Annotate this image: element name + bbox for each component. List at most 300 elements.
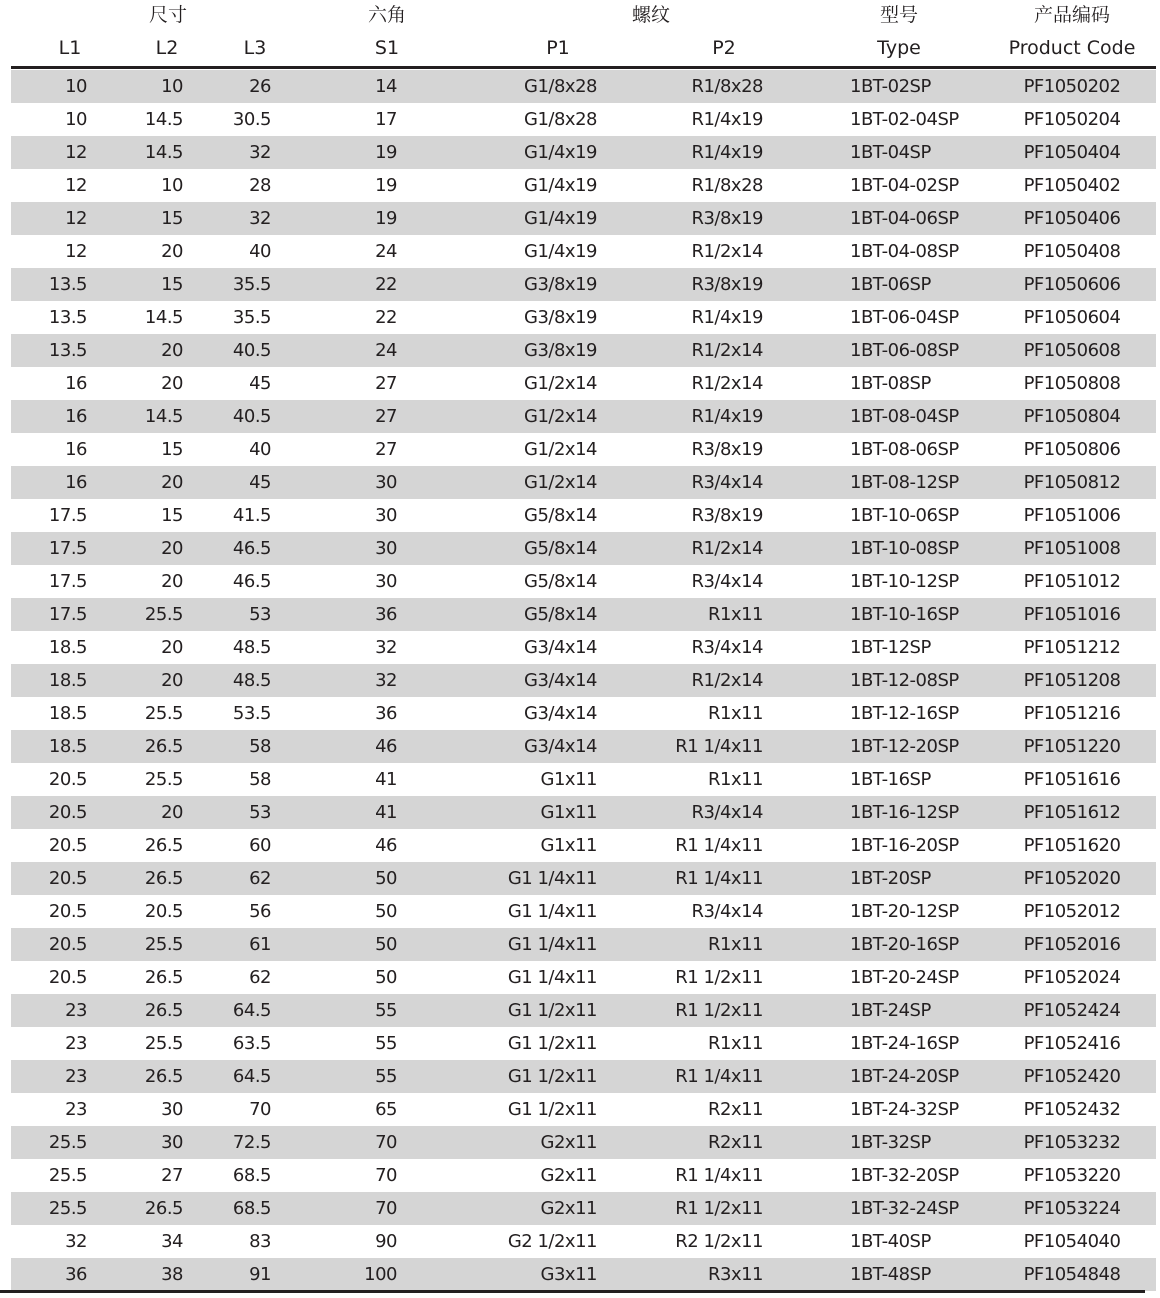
cell-l2: 25.5 (144, 769, 183, 790)
column-header-product-code: Product Code (1008, 37, 1136, 59)
cell-l3: 62 (249, 868, 271, 889)
cell-s1: 24 (375, 340, 397, 361)
cell-p2: R1x11 (707, 769, 763, 790)
cell-s1: 46 (375, 835, 397, 856)
cell-p1: G1 1/4x11 (507, 934, 597, 955)
cell-l2: 30 (161, 1099, 183, 1120)
cell-s1: 36 (375, 604, 397, 625)
cell-product-code: PF1052432 (1023, 1099, 1121, 1120)
table-row (11, 301, 1156, 334)
cell-l3: 58 (249, 736, 271, 757)
cell-type: 1BT-12-20SP (850, 736, 959, 757)
cell-type: 1BT-06-04SP (850, 307, 959, 328)
cell-type: 1BT-06SP (850, 274, 931, 295)
cell-type: 1BT-08-12SP (850, 472, 959, 493)
cell-l1: 12 (65, 208, 87, 229)
cell-p1: G1 1/4x11 (507, 868, 597, 889)
cell-product-code: PF1052012 (1023, 901, 1121, 922)
cell-p1: G5/8x14 (524, 538, 597, 559)
cell-l2: 26.5 (144, 1198, 183, 1219)
cell-type: 1BT-04-02SP (850, 175, 959, 196)
cell-l3: 53 (249, 802, 271, 823)
table-row (11, 1192, 1156, 1225)
table-row (11, 829, 1156, 862)
table-row (11, 103, 1156, 136)
cell-type: 1BT-10-16SP (850, 604, 959, 625)
cell-l3: 53 (249, 604, 271, 625)
cell-product-code: PF1051008 (1023, 538, 1121, 559)
cell-type: 1BT-32-20SP (850, 1165, 959, 1186)
cell-product-code: PF1051616 (1023, 769, 1121, 790)
cell-l3: 41.5 (232, 505, 271, 526)
cell-l3: 40.5 (232, 406, 271, 427)
cell-type: 1BT-20-24SP (850, 967, 959, 988)
cell-l1: 16 (65, 373, 87, 394)
cell-p2: R3/8x19 (691, 208, 763, 229)
cell-l1: 25.5 (48, 1198, 87, 1219)
table-row (11, 928, 1156, 961)
cell-l2: 26.5 (144, 868, 183, 889)
cell-p2: R1/8x28 (691, 76, 763, 97)
table-row (11, 1060, 1156, 1093)
cell-p2: R1/4x19 (691, 142, 763, 163)
cell-l2: 25.5 (144, 604, 183, 625)
cell-p2: R1 1/4x11 (675, 1165, 763, 1186)
cell-s1: 19 (375, 208, 397, 229)
cell-l2: 26.5 (144, 1066, 183, 1087)
cell-l2: 20 (161, 538, 183, 559)
cell-type: 1BT-06-08SP (850, 340, 959, 361)
cell-l1: 18.5 (48, 670, 87, 691)
table-row (11, 763, 1156, 796)
cell-p2: R3/4x14 (691, 802, 763, 823)
cell-type: 1BT-32SP (850, 1132, 931, 1153)
cell-p2: R3/4x14 (691, 901, 763, 922)
cell-product-code: PF1052016 (1023, 934, 1121, 955)
cell-p1: G1/4x19 (524, 142, 597, 163)
cell-p1: G5/8x14 (524, 604, 597, 625)
cell-product-code: PF1051620 (1023, 835, 1121, 856)
cell-type: 1BT-16-20SP (850, 835, 959, 856)
cell-l2: 20 (161, 571, 183, 592)
cell-l1: 13.5 (48, 307, 87, 328)
cell-p2: R2x11 (707, 1132, 763, 1153)
cell-p2: R3/8x19 (691, 439, 763, 460)
cell-p2: R3/4x14 (691, 637, 763, 658)
cell-l2: 14.5 (144, 109, 183, 130)
cell-p2: R1/4x19 (691, 109, 763, 130)
cell-type: 1BT-24SP (850, 1000, 931, 1021)
cell-l1: 20.5 (48, 967, 87, 988)
cell-l1: 16 (65, 406, 87, 427)
table-row (11, 664, 1156, 697)
cell-p2: R1x11 (707, 1033, 763, 1054)
cell-l3: 60 (249, 835, 271, 856)
group-header-hex: 六角 (367, 4, 407, 26)
cell-l3: 46.5 (232, 571, 271, 592)
group-header-model: 型号 (879, 4, 919, 26)
cell-l3: 48.5 (232, 637, 271, 658)
cell-s1: 22 (375, 274, 397, 295)
cell-l3: 64.5 (232, 1066, 271, 1087)
cell-product-code: PF1054848 (1023, 1264, 1121, 1285)
cell-p2: R1 1/4x11 (675, 1066, 763, 1087)
cell-l1: 17.5 (48, 505, 87, 526)
cell-p1: G3/4x14 (524, 637, 597, 658)
cell-l1: 16 (65, 439, 87, 460)
cell-l1: 17.5 (48, 538, 87, 559)
cell-type: 1BT-32-24SP (850, 1198, 959, 1219)
cell-p1: G1/4x19 (524, 241, 597, 262)
cell-type: 1BT-02SP (850, 76, 931, 97)
table-row (11, 499, 1156, 532)
cell-type: 1BT-20-12SP (850, 901, 959, 922)
column-header-l1: L1 (58, 37, 82, 59)
cell-l2: 25.5 (144, 934, 183, 955)
cell-l3: 32 (249, 208, 271, 229)
cell-l1: 20.5 (48, 934, 87, 955)
cell-s1: 70 (375, 1132, 397, 1153)
cell-type: 1BT-12-16SP (850, 703, 959, 724)
cell-l1: 23 (65, 1099, 87, 1120)
cell-type: 1BT-12-08SP (850, 670, 959, 691)
column-header-p2: P2 (712, 37, 736, 59)
cell-p1: G3x11 (540, 1264, 597, 1285)
cell-s1: 30 (375, 538, 397, 559)
cell-l2: 14.5 (144, 406, 183, 427)
cell-p1: G1/2x14 (524, 472, 597, 493)
cell-l3: 46.5 (232, 538, 271, 559)
cell-product-code: PF1050806 (1023, 439, 1121, 460)
cell-l2: 26.5 (144, 736, 183, 757)
cell-l2: 10 (161, 175, 183, 196)
cell-type: 1BT-04SP (850, 142, 931, 163)
column-header-l3: L3 (243, 37, 267, 59)
cell-type: 1BT-16SP (850, 769, 931, 790)
cell-l3: 45 (249, 373, 271, 394)
cell-l1: 20.5 (48, 868, 87, 889)
cell-l2: 25.5 (144, 703, 183, 724)
cell-product-code: PF1051006 (1023, 505, 1121, 526)
cell-l3: 48.5 (232, 670, 271, 691)
column-header-l2: L2 (155, 37, 179, 59)
cell-p1: G1 1/2x11 (507, 1099, 597, 1120)
cell-p2: R1/2x14 (691, 670, 763, 691)
cell-p2: R1x11 (707, 934, 763, 955)
cell-p2: R1 1/4x11 (675, 868, 763, 889)
cell-product-code: PF1050608 (1023, 340, 1121, 361)
cell-l2: 20 (161, 241, 183, 262)
cell-p1: G1/4x19 (524, 208, 597, 229)
cell-type: 1BT-08-04SP (850, 406, 959, 427)
cell-product-code: PF1051012 (1023, 571, 1121, 592)
cell-l1: 32 (65, 1231, 87, 1252)
cell-p1: G1/4x19 (524, 175, 597, 196)
cell-type: 1BT-10-06SP (850, 505, 959, 526)
cell-l1: 20.5 (48, 769, 87, 790)
bottom-rule (0, 1290, 1145, 1293)
cell-type: 1BT-24-16SP (850, 1033, 959, 1054)
cell-l3: 62 (249, 967, 271, 988)
cell-type: 1BT-04-06SP (850, 208, 959, 229)
cell-l1: 13.5 (48, 340, 87, 361)
cell-l2: 26.5 (144, 967, 183, 988)
cell-p2: R1x11 (707, 604, 763, 625)
cell-p2: R1/8x28 (691, 175, 763, 196)
cell-p2: R1/2x14 (691, 373, 763, 394)
cell-l1: 13.5 (48, 274, 87, 295)
cell-s1: 32 (375, 637, 397, 658)
cell-p1: G1/2x14 (524, 439, 597, 460)
table-row (11, 1027, 1156, 1060)
table-row (11, 1258, 1156, 1291)
cell-s1: 55 (375, 1033, 397, 1054)
cell-l3: 28 (249, 175, 271, 196)
cell-p1: G2 1/2x11 (507, 1231, 597, 1252)
cell-p2: R1/2x14 (691, 538, 763, 559)
cell-p2: R1/2x14 (691, 340, 763, 361)
cell-l3: 32 (249, 142, 271, 163)
cell-l1: 25.5 (48, 1165, 87, 1186)
cell-p1: G1 1/2x11 (507, 1033, 597, 1054)
header-rule (11, 66, 1156, 69)
table-row (11, 598, 1156, 631)
cell-p1: G3/8x19 (524, 274, 597, 295)
cell-l2: 26.5 (144, 835, 183, 856)
cell-s1: 50 (375, 967, 397, 988)
table-row (11, 895, 1156, 928)
cell-product-code: PF1050408 (1023, 241, 1121, 262)
cell-l3: 40.5 (232, 340, 271, 361)
cell-l2: 25.5 (144, 1033, 183, 1054)
cell-product-code: PF1052020 (1023, 868, 1121, 889)
table-row (11, 268, 1156, 301)
cell-l1: 23 (65, 1000, 87, 1021)
cell-type: 1BT-16-12SP (850, 802, 959, 823)
cell-p1: G1x11 (540, 835, 597, 856)
cell-p1: G3/4x14 (524, 736, 597, 757)
table-row (11, 367, 1156, 400)
column-header-p1: P1 (546, 37, 570, 59)
cell-p1: G2x11 (540, 1132, 597, 1153)
cell-s1: 27 (375, 406, 397, 427)
cell-type: 1BT-04-08SP (850, 241, 959, 262)
cell-l1: 17.5 (48, 604, 87, 625)
cell-s1: 19 (375, 142, 397, 163)
cell-l1: 36 (65, 1264, 87, 1285)
cell-type: 1BT-08SP (850, 373, 931, 394)
table-row (11, 961, 1156, 994)
table-row (11, 400, 1156, 433)
cell-product-code: PF1053232 (1023, 1132, 1121, 1153)
cell-s1: 65 (375, 1099, 397, 1120)
cell-s1: 30 (375, 571, 397, 592)
cell-p2: R1 1/4x11 (675, 736, 763, 757)
cell-l3: 72.5 (232, 1132, 271, 1153)
cell-type: 1BT-20SP (850, 868, 931, 889)
cell-p1: G2x11 (540, 1198, 597, 1219)
cell-l1: 18.5 (48, 736, 87, 757)
cell-p2: R3x11 (707, 1264, 763, 1285)
cell-l2: 15 (161, 208, 183, 229)
table-row (11, 697, 1156, 730)
cell-s1: 55 (375, 1066, 397, 1087)
cell-p1: G1/2x14 (524, 373, 597, 394)
table-row (11, 235, 1156, 268)
cell-p1: G2x11 (540, 1165, 597, 1186)
cell-product-code: PF1050404 (1023, 142, 1121, 163)
cell-p1: G3/4x14 (524, 670, 597, 691)
cell-l1: 18.5 (48, 637, 87, 658)
cell-product-code: PF1051220 (1023, 736, 1121, 757)
cell-l1: 12 (65, 142, 87, 163)
cell-s1: 55 (375, 1000, 397, 1021)
cell-l3: 53.5 (232, 703, 271, 724)
table-row (11, 1225, 1156, 1258)
cell-l3: 91 (249, 1264, 271, 1285)
cell-product-code: PF1051212 (1023, 637, 1121, 658)
table-row (11, 994, 1156, 1027)
table-row (11, 796, 1156, 829)
cell-type: 1BT-40SP (850, 1231, 931, 1252)
cell-l2: 27 (161, 1165, 183, 1186)
cell-l2: 20 (161, 637, 183, 658)
cell-s1: 32 (375, 670, 397, 691)
cell-l3: 63.5 (232, 1033, 271, 1054)
cell-l2: 20 (161, 670, 183, 691)
column-header-type: Type (877, 37, 921, 59)
cell-product-code: PF1051016 (1023, 604, 1121, 625)
cell-l2: 14.5 (144, 307, 183, 328)
cell-l1: 23 (65, 1033, 87, 1054)
cell-l1: 25.5 (48, 1132, 87, 1153)
cell-product-code: PF1050204 (1023, 109, 1121, 130)
cell-product-code: PF1052420 (1023, 1066, 1121, 1087)
cell-l1: 18.5 (48, 703, 87, 724)
cell-l1: 16 (65, 472, 87, 493)
cell-l2: 15 (161, 439, 183, 460)
cell-l3: 83 (249, 1231, 271, 1252)
cell-s1: 17 (375, 109, 397, 130)
cell-product-code: PF1050812 (1023, 472, 1121, 493)
cell-s1: 22 (375, 307, 397, 328)
cell-product-code: PF1050606 (1023, 274, 1121, 295)
cell-type: 1BT-08-06SP (850, 439, 959, 460)
cell-p1: G1/8x28 (524, 76, 597, 97)
cell-type: 1BT-10-12SP (850, 571, 959, 592)
cell-type: 1BT-24-20SP (850, 1066, 959, 1087)
cell-p2: R1 1/2x11 (675, 967, 763, 988)
cell-p1: G1 1/2x11 (507, 1000, 597, 1021)
cell-l3: 61 (249, 934, 271, 955)
cell-product-code: PF1054040 (1023, 1231, 1121, 1252)
cell-l3: 30.5 (232, 109, 271, 130)
cell-p2: R2 1/2x11 (675, 1231, 763, 1252)
cell-l2: 34 (161, 1231, 183, 1252)
cell-product-code: PF1050804 (1023, 406, 1121, 427)
cell-s1: 70 (375, 1165, 397, 1186)
cell-l2: 20.5 (144, 901, 183, 922)
cell-l3: 64.5 (232, 1000, 271, 1021)
cell-s1: 30 (375, 472, 397, 493)
cell-l3: 45 (249, 472, 271, 493)
cell-l2: 30 (161, 1132, 183, 1153)
cell-p2: R1 1/4x11 (675, 835, 763, 856)
cell-p2: R3/8x19 (691, 274, 763, 295)
table-row (11, 1159, 1156, 1192)
cell-s1: 41 (375, 769, 397, 790)
cell-product-code: PF1050604 (1023, 307, 1121, 328)
cell-l3: 70 (249, 1099, 271, 1120)
cell-type: 1BT-12SP (850, 637, 931, 658)
cell-p2: R1 1/2x11 (675, 1000, 763, 1021)
table-row (11, 136, 1156, 169)
table-row (11, 1126, 1156, 1159)
cell-product-code: PF1052424 (1023, 1000, 1121, 1021)
cell-product-code: PF1050406 (1023, 208, 1121, 229)
cell-product-code: PF1052024 (1023, 967, 1121, 988)
cell-product-code: PF1050202 (1023, 76, 1121, 97)
table-row (11, 1093, 1156, 1126)
cell-p1: G1 1/4x11 (507, 901, 597, 922)
cell-p1: G1/8x28 (524, 109, 597, 130)
cell-l1: 17.5 (48, 571, 87, 592)
cell-p1: G1/2x14 (524, 406, 597, 427)
table-row (11, 631, 1156, 664)
cell-p2: R1 1/2x11 (675, 1198, 763, 1219)
cell-p1: G3/4x14 (524, 703, 597, 724)
cell-s1: 50 (375, 901, 397, 922)
cell-l2: 15 (161, 505, 183, 526)
cell-p1: G1x11 (540, 802, 597, 823)
cell-s1: 27 (375, 373, 397, 394)
cell-l2: 15 (161, 274, 183, 295)
cell-p2: R3/4x14 (691, 472, 763, 493)
group-header-thread: 螺纹 (631, 4, 671, 26)
group-header-code: 产品编码 (1033, 4, 1111, 26)
cell-type: 1BT-20-16SP (850, 934, 959, 955)
cell-l2: 20 (161, 802, 183, 823)
cell-l2: 20 (161, 340, 183, 361)
cell-p2: R1x11 (707, 703, 763, 724)
cell-s1: 90 (375, 1231, 397, 1252)
table-row (11, 169, 1156, 202)
cell-l2: 20 (161, 472, 183, 493)
cell-p2: R2x11 (707, 1099, 763, 1120)
cell-product-code: PF1051216 (1023, 703, 1121, 724)
cell-p1: G3/8x19 (524, 340, 597, 361)
cell-l2: 10 (161, 76, 183, 97)
cell-l2: 38 (161, 1264, 183, 1285)
cell-l3: 35.5 (232, 307, 271, 328)
table-body (11, 70, 1156, 1291)
cell-l2: 20 (161, 373, 183, 394)
cell-product-code: PF1052416 (1023, 1033, 1121, 1054)
cell-p1: G1 1/4x11 (507, 967, 597, 988)
table-row (11, 466, 1156, 499)
cell-product-code: PF1053220 (1023, 1165, 1121, 1186)
cell-s1: 50 (375, 868, 397, 889)
cell-l2: 26.5 (144, 1000, 183, 1021)
cell-l1: 20.5 (48, 802, 87, 823)
cell-l1: 12 (65, 175, 87, 196)
cell-s1: 70 (375, 1198, 397, 1219)
cell-product-code: PF1050808 (1023, 373, 1121, 394)
cell-p1: G1x11 (540, 769, 597, 790)
cell-p1: G3/8x19 (524, 307, 597, 328)
cell-product-code: PF1050402 (1023, 175, 1121, 196)
cell-s1: 14 (375, 76, 397, 97)
